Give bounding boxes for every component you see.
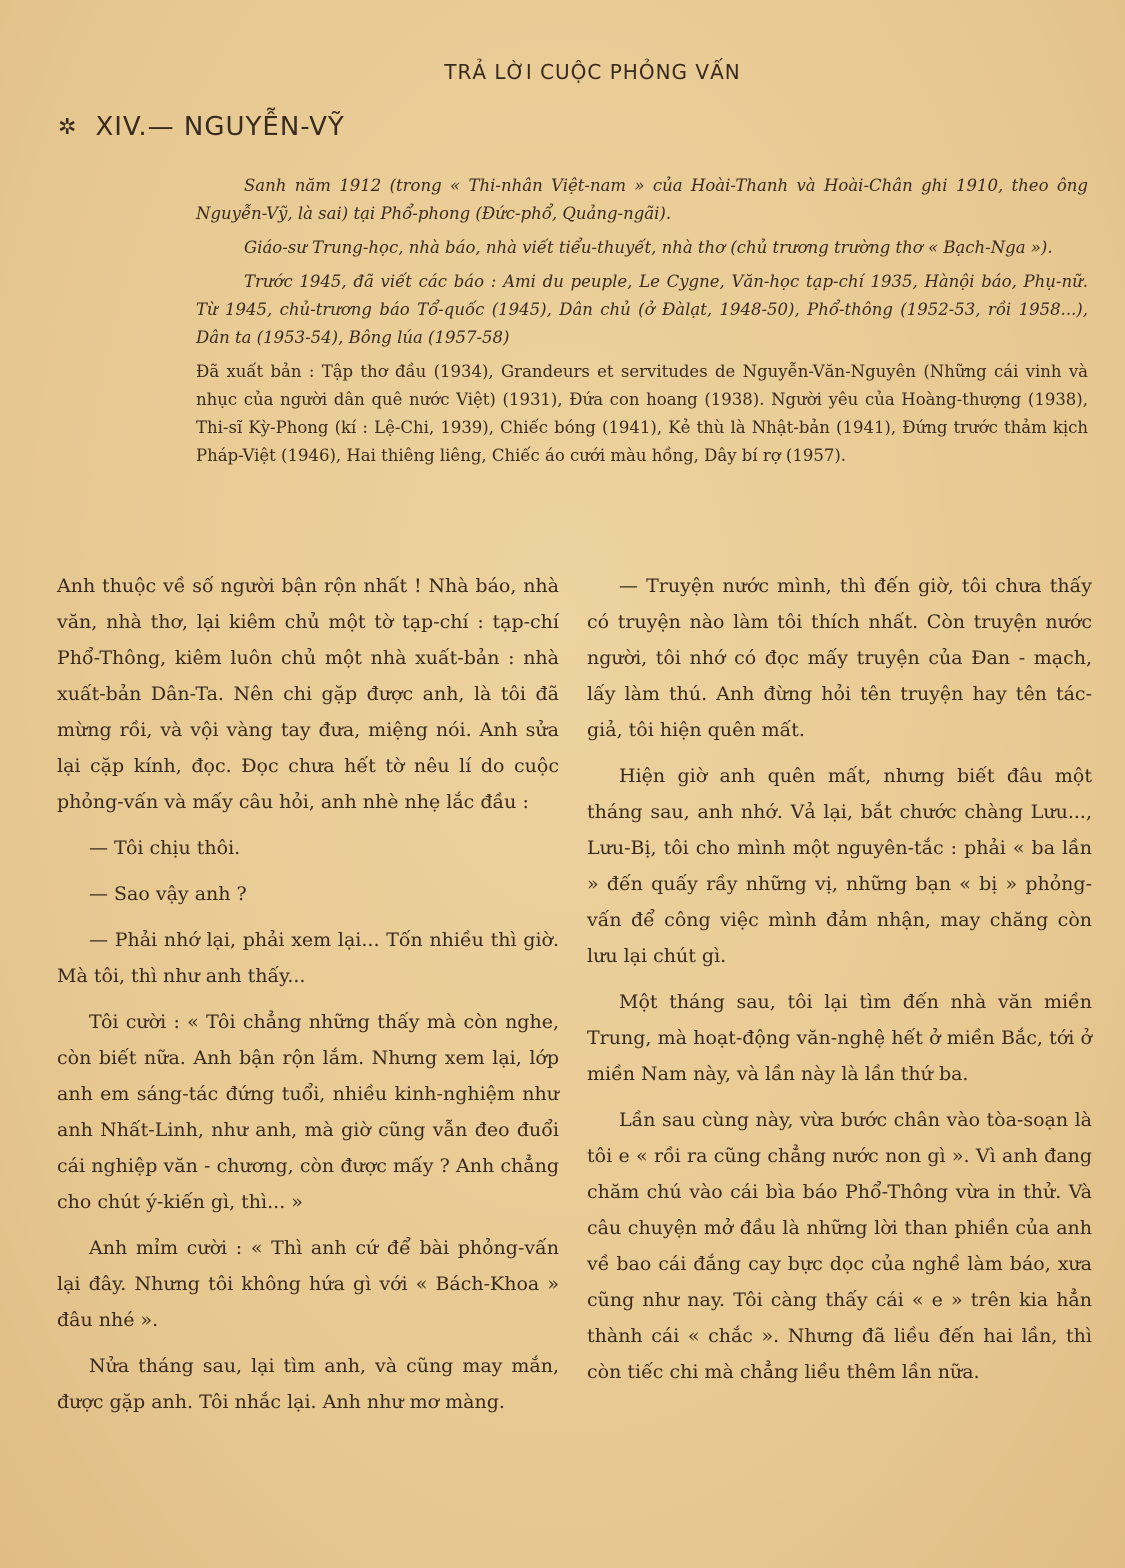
dialogue-line: — Phải nhớ lại, phải xem lại... Tốn nhiều thì giờ. Mà tôi, thì như anh thấy... [57, 929, 559, 987]
asterism-ornament-icon: ✲ [58, 114, 78, 140]
left-column [57, 568, 559, 1430]
running-head: TRẢ LỜI CUỘC PHỎNG VẤN [444, 60, 741, 84]
author-bio [196, 172, 1088, 476]
paragraph: Nửa tháng sau, lại tìm anh, và cũng may mắn, được gặp anh. Tôi nhắc lại. Anh như mơ màng. [57, 1355, 559, 1413]
right-column [587, 568, 1092, 1400]
dialogue-line: — Sao vậy anh ? [89, 883, 247, 905]
section-heading: XIV.— NGUYỄN-VỸ [95, 112, 345, 142]
bio-paragraph-profession: Giáo-sư Trung-học, nhà báo, nhà viết tiểu-thuyết, nhà thơ (chủ trương trường thơ « Bạch-Nga »). [244, 238, 1053, 257]
dialogue-line: — Tôi chịu thôi. [89, 837, 241, 859]
bio-paragraph-birth: Sanh năm 1912 (trong « Thi-nhân Việt-nam » của Hoài-Thanh và Hoài-Chân ghi 1910, theo ông Nguyễn-Vỹ, là sai) tại Phổ-phong (Đức-phổ, Quảng-ngãi). [196, 176, 1088, 223]
paragraph: Tôi cười : « Tôi chẳng những thấy mà còn nghe, còn biết nữa. Anh bận rộn lắm. Nhưng xem lại, lớp anh em sáng-tác đứng tuổi, nhiều kinh-nghiệm như anh Nhất-Linh, như anh, mà giờ cũng vẫn đeo đuổi cái nghiệp văn - chương, còn được mấy ? Anh chẳng cho chút ý-kiến gì, thì... » [57, 1011, 559, 1213]
paragraph: Anh mỉm cười : « Thì anh cứ để bài phỏng-vấn lại đây. Nhưng tôi không hứa gì với « Bách-Khoa » đâu nhé ». [57, 1237, 559, 1331]
paragraph: Lần sau cùng này, vừa bước chân vào tòa-soạn là tôi e « rồi ra cũng chẳng nước non gì ». Vì anh đang chăm chú vào cái bìa báo Phổ-Thông vừa in thử. Và câu chuyện mở đầu là những lời than phiền của anh về bao cái đắng cay bực dọc của nghề làm báo, xưa cũng như nay. Tôi càng thấy cái « e » trên kia hẳn thành cái « chắc ». Nhưng đã liều đến hai lần, thì còn tiếc chi mà chẳng liều thêm lần nữa. [587, 1109, 1092, 1383]
bio-paragraph-publications: Đã xuất bản : Tập thơ đầu (1934), Grandeurs et servitudes de Nguyễn-Văn-Nguyên (Những cái vinh và nhục của người dân quê nước Việt) (1931), Đứa con hoang (1938). Người yêu của Hoàng-thượng (1938), Thi-sĩ Kỳ-Phong (kí : Lệ-Chi, 1939), Chiếc bóng (1941), Kẻ thù là Nhật-bản (1941), Đứng trước thảm kịch Pháp-Việt (1946), Hai thiêng liêng, Chiếc áo cưới màu hồng, Dây bí rợ (1957). [196, 362, 1088, 465]
paragraph: Hiện giờ anh quên mất, nhưng biết đâu một tháng sau, anh nhớ. Vả lại, bắt chước chàng Lưu..., Lưu-Bị, tôi cho mình một nguyên-tắc : phải « ba lần » đến quấy rầy những vị, những bạn « bị » phỏng-vấn để công việc mình đảm nhận, may chăng còn lưu lại chút gì. [587, 765, 1092, 967]
bio-paragraph-newspapers: Trước 1945, đã viết các báo : Ami du peuple, Le Cygne, Văn-học tạp-chí 1935, Hànội báo, Phụ-nữ. Từ 1945, chủ-trương báo Tổ-quốc (1945), Dân chủ (ở Đàlạt, 1948-50), Phổ-thông (1952-53, rồi 1958...), Dân ta (1953-54), Bông lúa (1957-58) [196, 272, 1088, 347]
paragraph: Anh thuộc về số người bận rộn nhất ! Nhà báo, nhà văn, nhà thơ, lại kiêm chủ một tờ tạp-chí : tạp-chí Phổ-Thông, kiêm luôn chủ một nhà xuất-bản : nhà xuất-bản Dân-Ta. Nên chi gặp được anh, là tôi đã mừng rồi, và vội vàng tay đưa, miệng nói. Anh sửa lại cặp kính, đọc. Đọc chưa hết tờ nêu lí do cuộc phỏng-vấn và mấy câu hỏi, anh nhè nhẹ lắc đầu : [57, 575, 559, 813]
section-title [58, 112, 345, 142]
dialogue-line: — Truyện nước mình, thì đến giờ, tôi chưa thấy có truyện nào làm tôi thích nhất. Còn truyện nước người, tôi nhớ có đọc mấy truyện của Đan - mạch, lấy làm thú. Anh đừng hỏi tên truyện hay tên tác-giả, tôi hiện quên mất. [587, 575, 1092, 741]
paragraph: Một tháng sau, tôi lại tìm đến nhà văn miền Trung, mà hoạt-động văn-nghệ hết ở miền Bắc, tới ở miền Nam này, và lần này là lần thứ ba. [587, 991, 1092, 1085]
